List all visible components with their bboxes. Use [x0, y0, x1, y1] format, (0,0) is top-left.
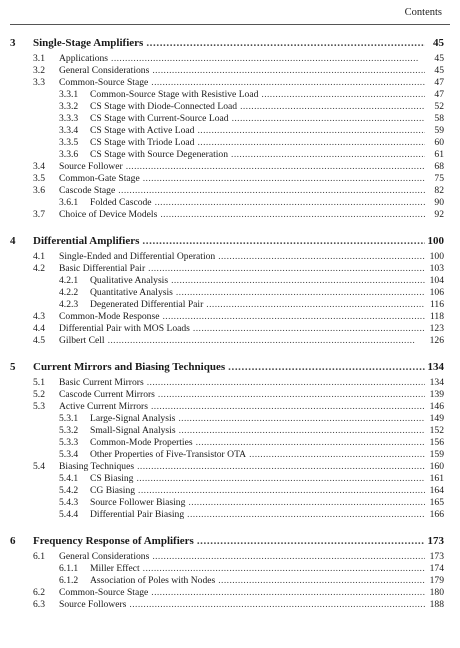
toc-page-number: 160 [429, 461, 444, 472]
toc-number: 3.4 [33, 161, 45, 172]
toc-title: Association of Poles with Nodes [90, 575, 216, 586]
toc-page-number: 47 [434, 77, 444, 88]
toc-number: 5.3.3 [59, 437, 79, 448]
toc-page-number: 159 [429, 449, 444, 460]
toc-page-number: 45 [433, 37, 444, 49]
toc-leader-dots [218, 575, 425, 587]
toc-page-number: 123 [429, 323, 444, 334]
toc-page-number: 90 [434, 197, 444, 208]
toc-leader-dots [176, 287, 425, 299]
toc-section-entry[interactable] [10, 461, 444, 473]
toc-number: 5.2 [33, 389, 45, 400]
toc-title: CS Stage with Triode Load [90, 137, 195, 148]
toc-title: General Considerations [59, 65, 150, 76]
toc-subsection-entry[interactable] [10, 113, 444, 125]
toc-leader-dots [158, 389, 425, 401]
toc-number: 6.3 [33, 599, 45, 610]
toc-title: Other Properties of Five-Transistor OTA [90, 449, 247, 460]
toc-leader-dots [240, 101, 425, 113]
toc-leader-dots [197, 534, 425, 549]
toc-title: Cascode Current Mirrors [59, 389, 155, 400]
toc-leader-dots [261, 89, 425, 101]
toc-title: CS Stage with Active Load [90, 125, 195, 136]
toc-page-number: 60 [434, 137, 444, 148]
toc-number: 5.3 [33, 401, 45, 412]
toc-title: Gilbert Cell [59, 335, 105, 346]
toc-leader-dots [126, 161, 425, 173]
toc-title: CS Stage with Current-Source Load [90, 113, 229, 124]
toc-leader-dots [249, 449, 425, 461]
toc-title: Choice of Device Models [59, 209, 158, 220]
toc-number: 6.1 [33, 551, 45, 562]
toc-number: 3.3.3 [59, 113, 79, 124]
toc-subsection-entry[interactable] [10, 449, 444, 461]
toc-subsection-entry[interactable] [10, 497, 444, 509]
toc-number: 3.3.2 [59, 101, 79, 112]
toc-title: Source Followers [59, 599, 127, 610]
toc-section-entry[interactable] [10, 185, 444, 197]
toc-section-entry[interactable] [10, 77, 444, 89]
toc-subsection-entry[interactable] [10, 137, 444, 149]
toc-number: 3.2 [33, 65, 45, 76]
toc-title: Single-Stage Amplifiers [33, 37, 144, 49]
toc-number: 4.2.3 [59, 299, 79, 310]
toc-subsection-entry[interactable] [10, 437, 444, 449]
toc-section-entry[interactable] [10, 389, 444, 401]
toc-subsection-entry[interactable] [10, 299, 444, 311]
toc-subsection-entry[interactable] [10, 425, 444, 437]
toc-leader-dots [155, 197, 425, 209]
chapter-heading[interactable] [10, 36, 444, 51]
toc-title: CS Biasing [90, 473, 134, 484]
toc-number: 3.3 [33, 77, 45, 88]
toc-number: 5.4 [33, 461, 45, 472]
toc-section-entry[interactable] [10, 323, 444, 335]
toc-page-number: 179 [429, 575, 444, 586]
toc-number: 4 [10, 235, 16, 247]
toc-leader-dots [151, 401, 425, 413]
toc-page-number: 139 [429, 389, 444, 400]
toc-number: 6.1.1 [59, 563, 79, 574]
toc-number: 4.3 [33, 311, 45, 322]
chapter-heading[interactable] [10, 534, 444, 549]
toc-leader-dots [197, 137, 425, 149]
toc-page-number: 134 [427, 361, 444, 373]
toc-leader-dots [151, 587, 425, 599]
toc-section-entry[interactable] [10, 587, 444, 599]
toc-page-number: 164 [429, 485, 444, 496]
toc-title: CS Stage with Source Degeneration [90, 149, 229, 160]
toc-leader-dots [142, 234, 424, 249]
toc-number: 4.1 [33, 251, 45, 262]
toc-leader-dots [138, 485, 425, 497]
toc-number: 3 [10, 37, 16, 49]
toc-leader-dots [193, 323, 425, 335]
toc-section-entry[interactable] [10, 65, 444, 77]
toc-page-number: 103 [429, 263, 444, 274]
toc-leader-dots [162, 311, 425, 323]
toc-leader-dots [111, 53, 425, 65]
toc-title: Small-Signal Analysis [90, 425, 176, 436]
toc-number: 4.5 [33, 335, 45, 346]
toc-number: 3.6.1 [59, 197, 79, 208]
toc-leader-dots [147, 377, 425, 389]
toc-page-number: 118 [429, 311, 444, 322]
toc-title: Common-Source Stage with Resistive Load [90, 89, 259, 100]
toc-title: Active Current Mirrors [59, 401, 148, 412]
chapter-block [10, 234, 444, 347]
toc-title: Frequency Response of Amplifiers [33, 535, 194, 547]
toc-section-entry[interactable] [10, 599, 444, 611]
toc-number: 3.3.6 [59, 149, 79, 160]
toc-title: Source Follower [59, 161, 123, 172]
chapter-block [10, 534, 444, 611]
toc-page-number: 166 [429, 509, 444, 520]
toc-leader-dots [231, 149, 425, 161]
toc-title: Applications [59, 53, 109, 64]
toc-title: Quantitative Analysis [90, 287, 173, 298]
toc-title: Qualitative Analysis [90, 275, 169, 286]
toc-number: 5.4.3 [59, 497, 79, 508]
toc-page-number: 92 [434, 209, 444, 220]
toc-subsection-entry[interactable] [10, 509, 444, 521]
toc-title: Degenerated Differential Pair [90, 299, 204, 310]
toc-title: Common-Mode Response [59, 311, 160, 322]
toc-page-number: 52 [434, 101, 444, 112]
toc-page-number: 188 [429, 599, 444, 610]
toc-page-number: 82 [434, 185, 444, 196]
toc-leader-dots [188, 497, 425, 509]
toc-number: 5.4.2 [59, 485, 79, 496]
toc-number: 3.1 [33, 53, 45, 64]
toc-number: 4.2 [33, 263, 45, 274]
toc-title: Folded Cascode [90, 197, 152, 208]
toc-title: Miller Effect [90, 563, 140, 574]
toc-section-entry[interactable] [10, 161, 444, 173]
toc-leader-dots [136, 473, 425, 485]
toc-leader-dots [178, 413, 425, 425]
toc-page-number: 100 [427, 235, 444, 247]
toc-page-number: 100 [429, 251, 444, 262]
toc-number: 3.6 [33, 185, 45, 196]
toc-title: Differential Pair with MOS Loads [59, 323, 190, 334]
toc-subsection-entry[interactable] [10, 287, 444, 299]
toc-number: 5.4.1 [59, 473, 79, 484]
toc-title: Basic Differential Pair [59, 263, 146, 274]
table-of-contents [10, 36, 444, 611]
toc-number: 5.3.2 [59, 425, 79, 436]
toc-title: Differential Pair Biasing [90, 509, 185, 520]
header-rule [10, 24, 450, 25]
toc-section-entry[interactable] [10, 401, 444, 413]
toc-leader-dots [146, 36, 425, 51]
toc-leader-dots [148, 263, 425, 275]
toc-page-number: 45 [434, 53, 444, 64]
toc-section-entry[interactable] [10, 551, 444, 563]
toc-subsection-entry[interactable] [10, 473, 444, 485]
toc-title: Common-Mode Properties [90, 437, 193, 448]
toc-leader-dots [152, 551, 425, 563]
toc-section-entry[interactable] [10, 173, 444, 185]
toc-subsection-entry[interactable] [10, 149, 444, 161]
toc-page-number: 59 [434, 125, 444, 136]
toc-number: 4.4 [33, 323, 45, 334]
toc-number: 5.4.4 [59, 509, 79, 520]
toc-subsection-entry[interactable] [10, 101, 444, 113]
toc-page-number: 58 [434, 113, 444, 124]
toc-leader-dots [228, 360, 424, 375]
toc-section-entry[interactable] [10, 335, 444, 347]
toc-leader-dots [196, 437, 425, 449]
toc-subsection-entry[interactable] [10, 275, 444, 287]
toc-page-number: 75 [434, 173, 444, 184]
toc-subsection-entry[interactable] [10, 89, 444, 101]
toc-leader-dots [232, 113, 425, 125]
toc-leader-dots [137, 461, 425, 473]
toc-title: Common-Source Stage [59, 77, 149, 88]
toc-page-number: 104 [429, 275, 444, 286]
toc-page-number: 47 [434, 89, 444, 100]
toc-subsection-entry[interactable] [10, 485, 444, 497]
toc-page-number: 126 [429, 335, 444, 346]
toc-number: 5.3.4 [59, 449, 79, 460]
toc-page-number: 173 [429, 551, 444, 562]
toc-subsection-entry[interactable] [10, 575, 444, 587]
toc-number: 5.3.1 [59, 413, 79, 424]
toc-subsection-entry[interactable] [10, 197, 444, 209]
chapter-heading[interactable] [10, 360, 444, 375]
toc-section-entry[interactable] [10, 311, 444, 323]
toc-section-entry[interactable] [10, 209, 444, 221]
toc-page-number: 106 [429, 287, 444, 298]
toc-section-entry[interactable] [10, 263, 444, 275]
toc-title: CS Stage with Diode-Connected Load [90, 101, 238, 112]
toc-leader-dots [108, 335, 425, 347]
toc-leader-dots [129, 599, 425, 611]
toc-number: 5.1 [33, 377, 45, 388]
toc-title: Current Mirrors and Biasing Techniques [33, 361, 226, 373]
toc-subsection-entry[interactable] [10, 563, 444, 575]
toc-title: Differential Amplifiers [33, 235, 140, 247]
toc-page-number: 68 [434, 161, 444, 172]
toc-number: 6 [10, 535, 16, 547]
toc-section-entry[interactable] [10, 53, 444, 65]
toc-page-number: 156 [429, 437, 444, 448]
toc-page-number: 161 [429, 473, 444, 484]
toc-page-number: 61 [434, 149, 444, 160]
chapter-block [10, 36, 444, 221]
toc-title: Basic Current Mirrors [59, 377, 144, 388]
toc-page-number: 146 [429, 401, 444, 412]
toc-title: Common-Source Stage [59, 587, 149, 598]
toc-leader-dots [160, 209, 425, 221]
toc-page-number: 116 [429, 299, 444, 310]
toc-section-entry[interactable] [10, 377, 444, 389]
toc-number: 3.7 [33, 209, 45, 220]
running-head: Contents [404, 7, 442, 18]
toc-number: 3.5 [33, 173, 45, 184]
toc-leader-dots [151, 77, 425, 89]
toc-leader-dots [179, 425, 425, 437]
toc-page-number: 45 [434, 65, 444, 76]
toc-page-number: 134 [429, 377, 444, 388]
toc-page-number: 165 [429, 497, 444, 508]
toc-leader-dots [171, 275, 425, 287]
toc-leader-dots [152, 65, 425, 77]
toc-leader-dots [187, 509, 425, 521]
toc-title: Large-Signal Analysis [90, 413, 176, 424]
toc-number: 5 [10, 361, 16, 373]
toc-title: Cascode Stage [59, 185, 116, 196]
toc-title: CG Biasing [90, 485, 136, 496]
toc-number: 3.3.4 [59, 125, 79, 136]
toc-page-number: 173 [427, 535, 444, 547]
toc-leader-dots [197, 125, 425, 137]
toc-title: Common-Gate Stage [59, 173, 140, 184]
toc-page-number: 180 [429, 587, 444, 598]
toc-title: Single-Ended and Differential Operation [59, 251, 216, 262]
toc-page-number: 174 [429, 563, 444, 574]
chapter-heading[interactable] [10, 234, 444, 249]
toc-title: Biasing Techniques [59, 461, 135, 472]
toc-leader-dots [218, 251, 425, 263]
toc-number: 4.2.1 [59, 275, 79, 286]
toc-leader-dots [118, 185, 425, 197]
toc-number: 4.2.2 [59, 287, 79, 298]
toc-title: Source Follower Biasing [90, 497, 186, 508]
toc-title: General Considerations [59, 551, 150, 562]
toc-subsection-entry[interactable] [10, 413, 444, 425]
toc-number: 3.3.5 [59, 137, 79, 148]
toc-leader-dots [143, 563, 425, 575]
toc-leader-dots [206, 299, 425, 311]
chapter-block [10, 360, 444, 521]
toc-page-number: 149 [429, 413, 444, 424]
toc-number: 6.1.2 [59, 575, 79, 586]
toc-subsection-entry[interactable] [10, 125, 444, 137]
toc-leader-dots [143, 173, 425, 185]
toc-page-number: 152 [429, 425, 444, 436]
toc-number: 6.2 [33, 587, 45, 598]
toc-section-entry[interactable] [10, 251, 444, 263]
toc-number: 3.3.1 [59, 89, 79, 100]
